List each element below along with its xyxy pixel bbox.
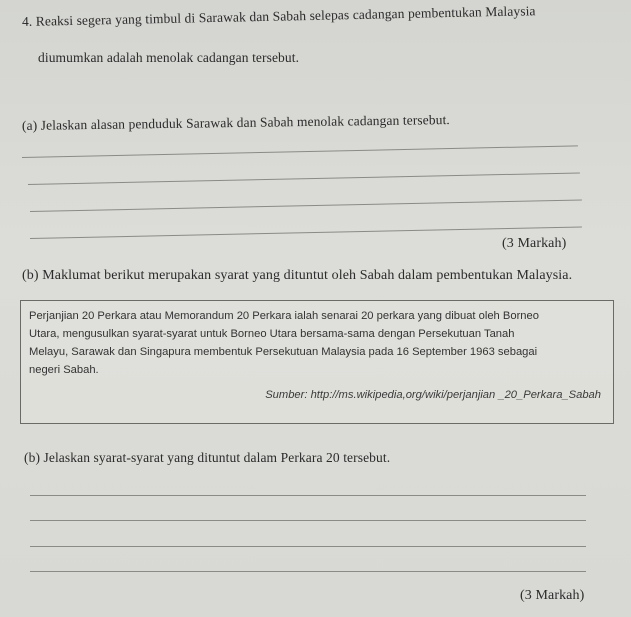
source-citation: Sumber: http://ms.wikipedia,org/wiki/perjanjian _20_Perkara_Sabah (265, 389, 601, 401)
source-box-line-4: negeri Sabah. (29, 364, 99, 376)
answer-line-b-1[interactable] (30, 495, 586, 496)
answer-line-b-4[interactable] (30, 571, 586, 572)
answer-line-a-3[interactable] (30, 199, 582, 212)
question-4-text-line1: 4. Reaksi segera yang timbul di Sarawak dan Sabah selepas cadangan pembentukan Malaysia (21, 3, 536, 29)
answer-line-a-1[interactable] (22, 145, 578, 158)
source-box-line-1: Perjanjian 20 Perkara atau Memorandum 20 Perkara ialah senarai 20 perkara yang dibuat oleh Borneo (29, 310, 539, 322)
question-4-text-line2: diumumkan adalah menolak cadangan tersebut. (38, 50, 300, 65)
answer-line-b-3[interactable] (30, 546, 586, 547)
answer-line-a-4[interactable] (30, 226, 582, 239)
part-a-prompt: (a) Jelaskan alasan penduduk Sarawak dan Sabah menolak cadangan tersebut. (21, 112, 450, 133)
answer-line-b-2[interactable] (30, 520, 586, 521)
part-b-marks: (3 Markah) (520, 588, 585, 603)
part-b-intro: (b) Maklumat berikut merupakan syarat yang dituntut oleh Sabah dalam pembentukan Malaysia. (22, 268, 573, 283)
part-b-prompt: (b) Jelaskan syarat-syarat yang dituntut dalam Perkara 20 tersebut. (24, 450, 391, 465)
answer-line-a-2[interactable] (28, 172, 580, 185)
source-box-line-2: Utara, mengusulkan syarat-syarat untuk Borneo Utara bersama-sama dengan Persekutuan Tanah (29, 328, 515, 340)
part-a-marks: (3 Markah) (502, 236, 567, 251)
source-box-line-3: Melayu, Sarawak dan Singapura membentuk Persekutuan Malaysia pada 16 September 1963 sebagai (29, 346, 538, 358)
source-box (20, 300, 614, 424)
